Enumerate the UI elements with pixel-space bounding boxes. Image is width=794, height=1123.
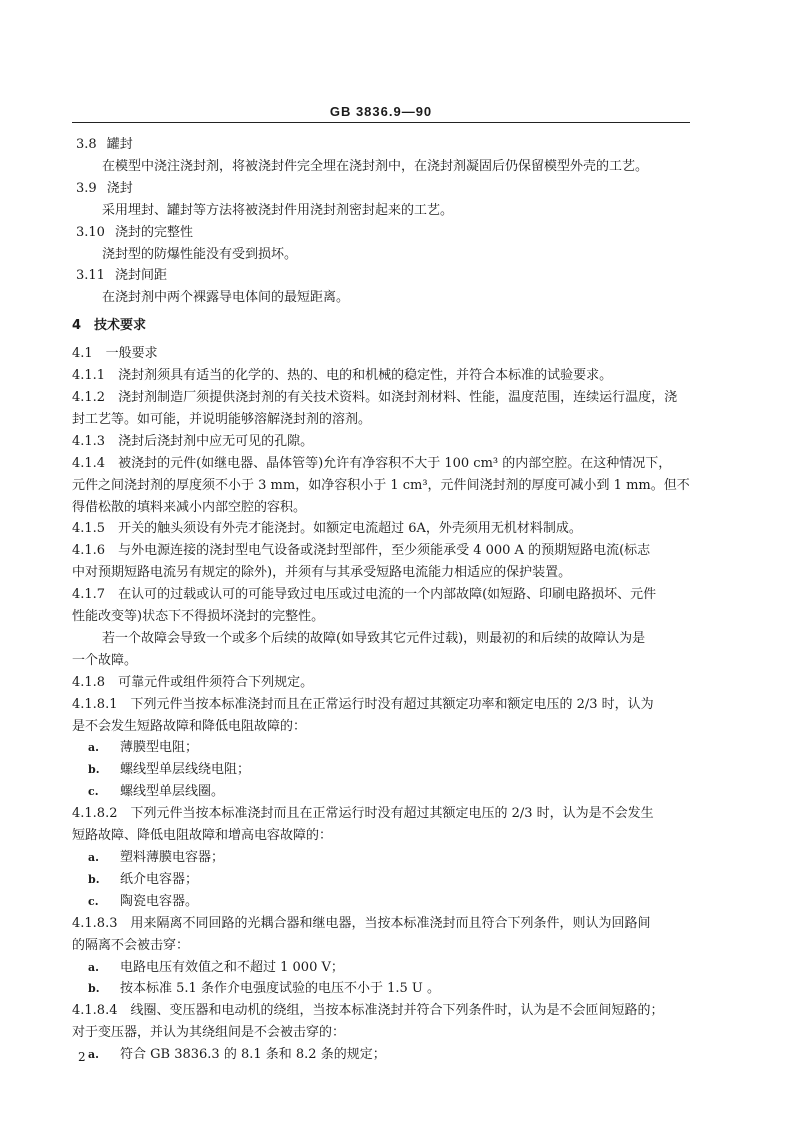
def-3-8 [72,134,692,178]
list-item: a. 薄膜型电阻； [88,740,199,756]
def-body: 在模型中浇注浇封剂，将被浇封件完全埋在浇封剂中，在浇封剂凝固后仍保留模型外壳的工艺。 [102,158,649,174]
page-number: 2 [78,1050,86,1064]
def-title: 浇封的完整性 [114,224,193,240]
section-4-title: 4 技术要求 [72,318,147,334]
def-body: 在浇封剂中两个裸露导电体间的最短距离。 [102,290,350,306]
clause-4-1-8: 4.1.8 可靠元件或组件须符合下列规定。 [72,674,314,690]
list-item: b. 螺线型单层线绕电阻； [88,762,251,778]
document-body [72,134,692,1066]
clause-4-1-2: 4.1.2 浇封剂制造厂须提供浇封剂的有关技术资料。如浇封剂材料、性能，温度范围，连续运行温度，浇 封工艺等。如可能，并说明能够溶解浇封剂的溶剂。 [72,389,678,427]
list-item: b. 按本标准 5.1 条作介电强度试验的电压不小于 1.5 U 。 [88,981,440,997]
clause-4-1-8-3: 4.1.8.3 用来隔离不同回路的光耦合器和继电器，当按本标准浇封而且符合下列条件，则认为回路间 的隔离不会被击穿： a. 电路电压有效值之和不超过 1 000 V； b. 按本标准 5.1 条作介电强度试验的电压不小于 1.5 U 。 [72,913,692,1001]
def-body: 采用埋封、罐封等方法将被浇封件用浇封剂密封起来的工艺。 [102,202,454,218]
list-item: c. 陶瓷电容器。 [88,893,199,909]
clause-4-1: 4.1 一般要求 [72,346,158,362]
list-item: b. 纸介电容器； [88,871,199,887]
def-body: 浇封型的防爆性能没有受到损坏。 [102,246,298,262]
clause-4-1-5: 4.1.5 开关的触头须设有外壳才能浇封。如额定电流超过 6A，外壳须用无机材料制成。 [72,521,582,537]
list-item: a. 塑料薄膜电容器； [88,850,225,865]
clause-4-1-7-note: 若一个故障会导致一个或多个后续的故障(如导致其它元件过载)，则最初的和后续的故障认为是 一个故障。 [72,630,646,668]
def-title: 浇封 [106,180,133,196]
def-3-10 [72,222,692,266]
def-3-9 [72,178,692,222]
list-item: c. 螺线型单层线圈。 [88,784,225,800]
clause-4-1-4: 4.1.4 被浇封的元件(如继电器、晶体管等)允许有净容积不大于 100 cm³ 的内部空腔。在这种情况下， 元件之间浇封剂的厚度须不小于 3 mm，如净容积小于 1 cm³，元件间浇封剂的厚度可减小到 1 mm。但不 得借松散的填料来减小内部空腔的容积。 [72,455,690,515]
list-item: a. 电路电压有效值之和不超过 1 000 V； [88,959,344,975]
clause-4-1-3: 4.1.3 浇封后浇封剂中应无可见的孔隙。 [72,433,314,449]
clause-4-1-1: 4.1.1 浇封剂须具有适当的化学的、热的、电的和机械的稳定性，并符合本标准的试验要求。 [72,368,613,384]
list-item: a. 符合 GB 3836.3 的 8.1 条和 8.2 条的规定； [88,1047,386,1063]
header-rule [72,122,690,123]
def-number: 3.9 [76,180,97,196]
def-number: 3.8 [76,137,97,152]
def-3-11 [72,265,692,309]
document-header: GB 3836.9—90 [329,104,433,119]
clause-4-1-8-1: 4.1.8.1 下列元件当按本标准浇封而且在正常运行时没有超过其额定功率和额定电压的 2/3 时，认为 是不会发生短路故障和降低电阻故障的： a. 薄膜型电阻； b. 螺线型单层线绕电阻； c. 螺线型单层线圈。 [72,694,692,804]
clause-4-1-6: 4.1.6 与外电源连接的浇封型电气设备或浇封型部件，至少须能承受 4 000 A 的预期短路电流(标志 中对预期短路电流另有规定的除外)，并须有与其承受短路电流能力相适应的保护装置。 [72,543,651,581]
def-number: 3.10 [76,224,105,240]
def-number: 3.11 [76,268,105,284]
clause-4-1-8-4: 4.1.8.4 线圈、变压器和电动机的绕组，当按本标准浇封并符合下列条件时，认为是不会匝间短路的； 对于变压器，并认为其绕组间是不会被击穿的： a. 符合 GB 3836.3 的 8.1 条和 8.2 条的规定； [72,1000,692,1066]
clause-4-1-8-2: 4.1.8.2 下列元件当按本标准浇封而且在正常运行时没有超过其额定电压的 2/3 时，认为是不会发生 短路故障、降低电阻故障和增高电容故障的： a. 塑料薄膜电容器； b. 纸介电容器； c. 陶瓷电容器。 [72,803,692,913]
def-title: 罐封 [106,137,133,152]
clause-4-1-7: 4.1.7 在认可的过载或认可的可能导致过电压或过电流的一个内部故障(如短路、印刷电路损坏、元件 性能改变等)状态下不得损坏浇封的完整性。 [72,587,657,625]
def-title: 浇封间距 [114,268,167,284]
